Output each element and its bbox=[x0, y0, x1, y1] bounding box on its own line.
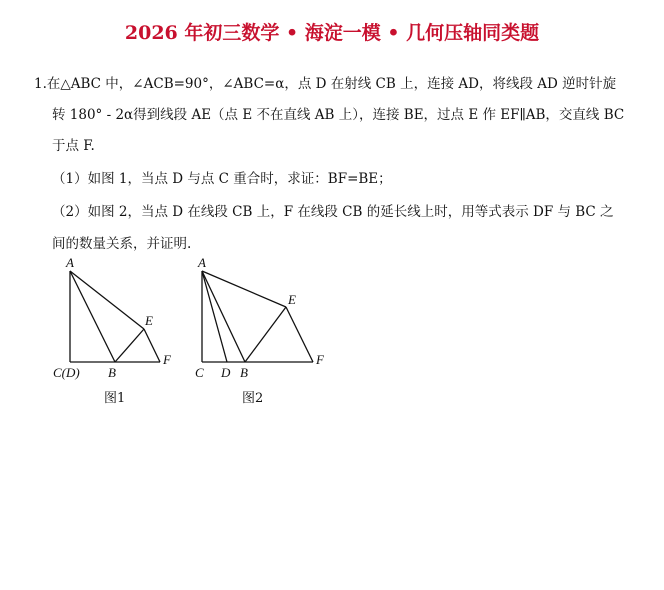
fig1-label-B: B bbox=[108, 365, 116, 380]
problem-line-3: 于点 F. bbox=[52, 138, 95, 154]
fig2-label-F: F bbox=[316, 352, 324, 367]
problem-line-1: 1.在△ABC 中，∠ACB=90°，∠ABC=α，点 D 在射线 CB 上，连接 AD，将线段 AD 逆时针旋 bbox=[34, 76, 617, 92]
problem-part-2-line-2: 间的数量关系，并证明. bbox=[52, 236, 192, 252]
fig2-segment-AE bbox=[202, 271, 286, 307]
fig1-segment-AB bbox=[70, 271, 115, 362]
fig1-label-CD: C(D) bbox=[53, 365, 80, 380]
fig1-segment-EF bbox=[144, 329, 160, 362]
fig1-label-F: F bbox=[163, 352, 171, 367]
fig2-segment-EF bbox=[286, 307, 313, 362]
fig2-label-D: D bbox=[221, 365, 231, 380]
figure-1-caption: 图1 bbox=[104, 391, 126, 406]
figure-2-caption: 图2 bbox=[242, 391, 264, 406]
figure-2-diagram bbox=[202, 271, 313, 362]
fig2-label-E: E bbox=[288, 292, 296, 307]
fig2-label-A: A bbox=[198, 255, 206, 270]
problem-line-2: 转 180° - 2α得到线段 AE（点 E 不在直线 AB 上），连接 BE，过点 E 作 EF∥AB，交直线 BC bbox=[52, 107, 625, 123]
fig1-label-E: E bbox=[145, 313, 153, 328]
fig2-label-C: C bbox=[195, 365, 204, 380]
problem-part-1: （1）如图 1，当点 D 与点 C 重合时，求证：BF=BE； bbox=[52, 171, 392, 187]
problem-part-2-line-1: （2）如图 2，当点 D 在线段 CB 上，F 在线段 CB 的延长线上时，用等式表示 DF 与 BC 之 bbox=[52, 204, 614, 220]
fig2-label-B: B bbox=[240, 365, 248, 380]
fig1-segment-BE bbox=[115, 329, 144, 362]
fig2-segment-BE bbox=[245, 307, 286, 362]
fig1-label-A: A bbox=[66, 255, 74, 270]
document-title: 2026 年初三数学 • 海淀一模 • 几何压轴同类题 bbox=[124, 22, 540, 44]
fig1-segment-AE bbox=[70, 271, 144, 329]
